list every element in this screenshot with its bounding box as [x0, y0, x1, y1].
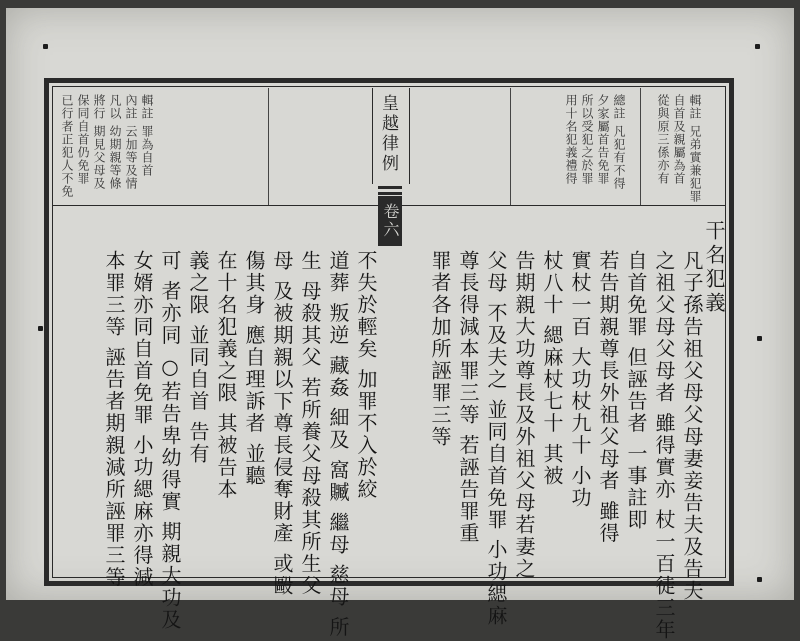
text-column: 生 母殺其父 若所養父母殺其所生父 [298, 250, 322, 597]
text-column: 傷其身 應自理訴者 並聽 [242, 250, 266, 487]
margin-dot [757, 336, 762, 341]
column-rule [640, 88, 641, 205]
column-rule [268, 88, 269, 205]
text-column: 義之限 並同自首 告有 [186, 250, 210, 465]
header-note: 總註 凡犯有不得 [612, 94, 626, 190]
header-note: 從與原三係亦有 [656, 94, 670, 185]
text-column: 若告期親尊長外祖父母者 雖得 [596, 250, 620, 545]
text-column: 父母 不及夫之 並同自首免罪 小功緦麻 [484, 250, 508, 628]
margin-dot [757, 577, 762, 582]
text-column: 尊長得減本罪三等 若誣告罪重 [456, 250, 480, 545]
header-note: 輯註 罪為自首 [140, 94, 154, 177]
text-column: 道葬 叛逆 藏姦 細及 窩贓 繼母 慈母 所 [326, 250, 350, 639]
margin-dot [755, 44, 760, 49]
header-note: 將行 期見父母及 [92, 94, 106, 190]
header-note: 內註 云加等及情 [124, 94, 138, 190]
text-column: 實杖一百 大功杖九十 小功 [568, 250, 592, 509]
text-column: 不失於輕矣 加罪不入於絞 [354, 250, 378, 501]
header-note: 所以受犯之於罪 [580, 94, 594, 185]
header-note: 用十名犯義禮得 [564, 94, 578, 185]
header-note: 夕家屬首告免罪 [596, 94, 610, 185]
text-column: 告期親大功尊長及外祖父母若妻之 [512, 250, 536, 580]
header-note: 凡以 幼期親等條 [108, 94, 122, 190]
text-column: 凡子孫告祖父母父母妻妾告夫及告夫 [680, 250, 704, 602]
text-column: 在十名犯義之限 其被告本 [214, 250, 238, 501]
text-column: 女婿亦同自首免罪 小功緦麻亦得減 [130, 250, 154, 589]
text-column: 本罪三等 誣告者期親減所誣罪三等 [102, 250, 126, 589]
margin-dot [38, 326, 43, 331]
section-heading: 干名犯義 [702, 220, 726, 316]
column-rule [510, 88, 511, 205]
book-title: 皇越律例 [378, 94, 398, 174]
fish-tail-mark [378, 192, 402, 195]
text-column: 可 者亦同 ○若告卑幼得實 期親大功及 [158, 250, 182, 632]
header-note: 保同自首仍免罪 [76, 94, 90, 185]
volume-label: 卷六 [378, 196, 402, 246]
fish-tail-mark [378, 186, 402, 189]
text-column: 之祖父母父母者 雖得實亦 杖一百徒三年 [652, 250, 676, 641]
text-column: 罪者各加所誣罪三等 [428, 250, 452, 448]
text-column: 自首免罪 但誣告者 一事註即 [624, 250, 648, 531]
text-column: 母 及被期親以下尊長侵奪財產 或毆 [270, 250, 294, 597]
margin-dot [43, 44, 48, 49]
header-note: 自首及親屬為首 [672, 94, 686, 185]
header-note: 輯註 兄弟實兼犯罪 [688, 94, 702, 203]
text-column: 杖八十 緦麻杖七十 其被 [540, 250, 564, 487]
header-note: 已行者正犯人不免 [60, 94, 74, 198]
